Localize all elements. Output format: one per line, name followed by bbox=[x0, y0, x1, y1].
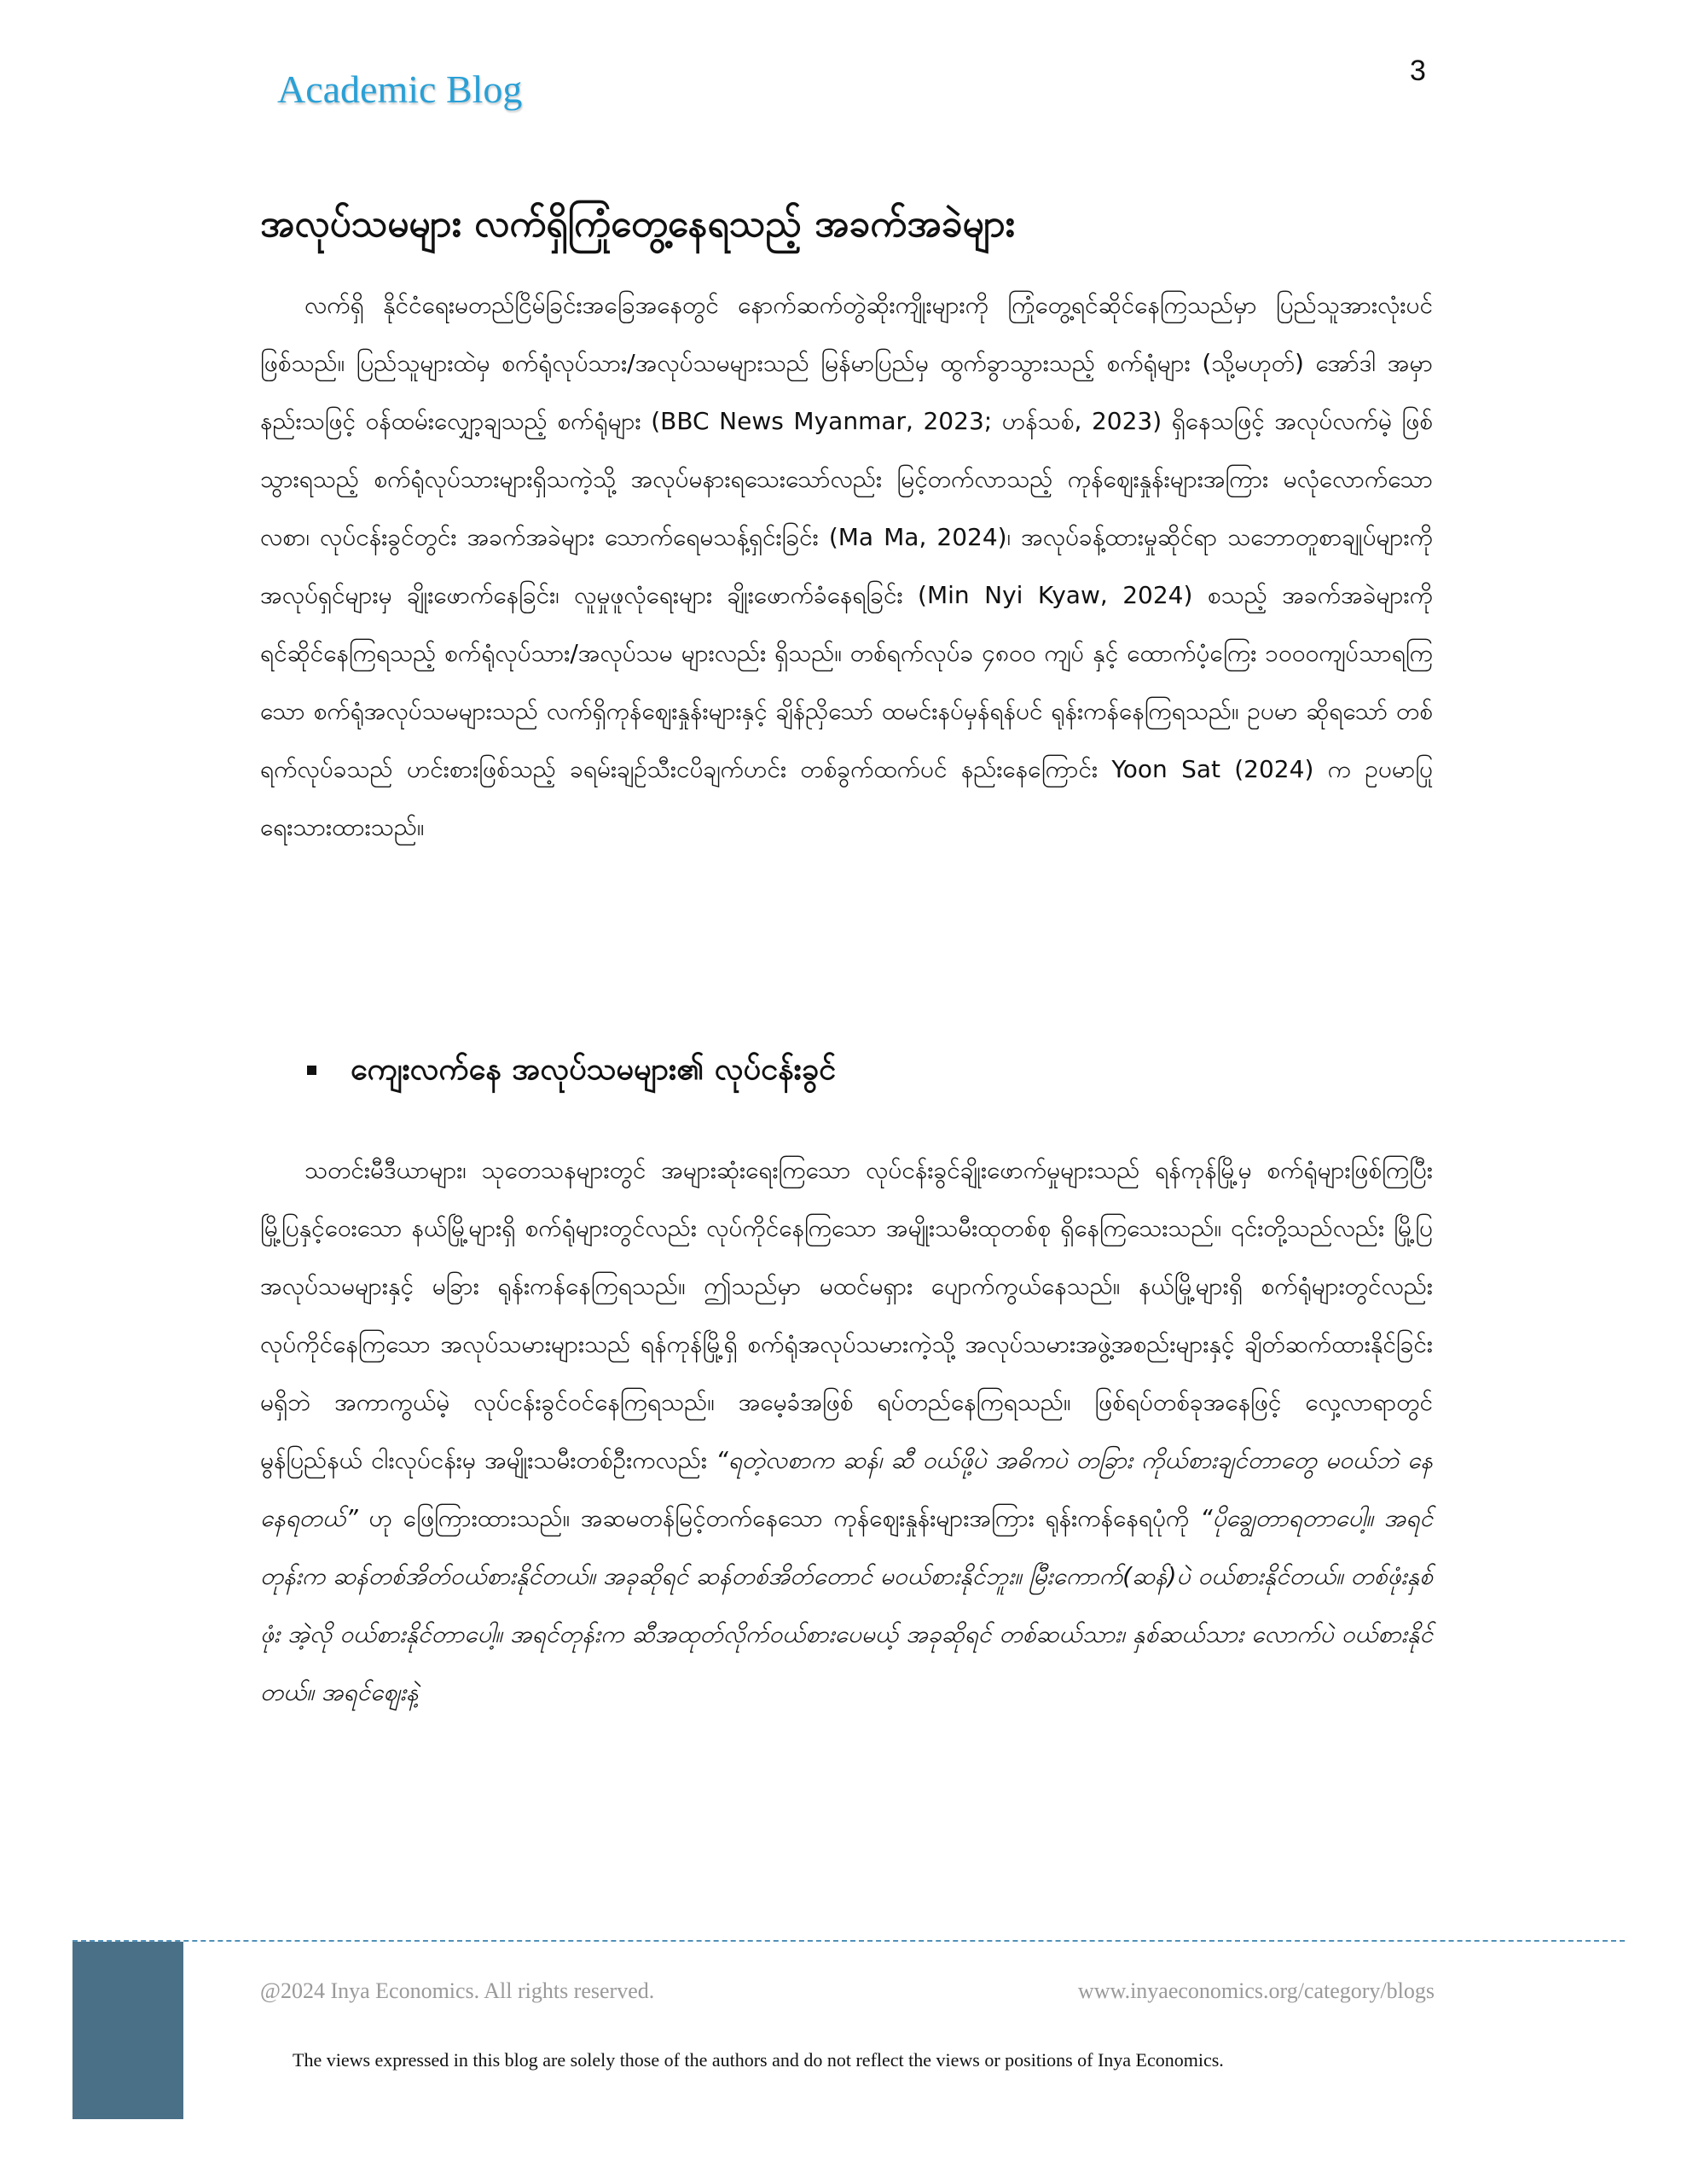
paragraph-text: သတင်းမီဒီယာများ၊ သုတေသနများတွင် အများဆုံးရေးကြသော လုပ်ငန်းခွင်ချိုးဖောက်မှုများသည် ရန်ကုန်မြို့မှ စက်ရုံများဖြစ်ကြပြီး မြို့ပြနှင့်ဝေးသော နယ်မြို့များရှိ စက်ရုံများတွင်လည်း လုပ်ကိုင်နေကြသော အမျိုးသမီးထုတစ်စု ရှိနေကြသေးသည်။ ၎င်းတို့သည်လည်း မြို့ပြအလုပ်သမများနှင့် မခြား ရုန်းကန်နေကြရသည်။ ဤသည်မှာ မထင်မရှား ပျောက်ကွယ်နေသည်။ နယ်မြို့များရှိ စက်ရုံများတွင်လည်း လုပ်ကိုင်နေကြသော အလုပ်သမားများသည် ရန်ကုန်မြို့ရှိ စက်ရုံအလုပ်သမားကဲ့သို့ အလုပ်သမားအဖွဲ့အစည်းများနှင့် ချိတ်ဆက်ထားနိုင်ခြင်းမရှိဘဲ အကာကွယ်မဲ့ လုပ်ငန်းခွင်ဝင်နေကြရသည်။ အမေ့ခံအဖြစ် ရပ်တည်နေကြရသည်။ ဖြစ်ရပ်တစ်ခုအနေဖြင့် လှေ့လာရာတွင် မွန်ပြည်နယ် ငါးလုပ်ငန်းမှ အမျိုးသမီးတစ်ဦးကလည်း bbox=[260, 1156, 1433, 1474]
paragraph-intro: လက်ရှိ နိုင်ငံရေးမတည်ငြိမ်ခြင်းအခြေအနေတွင် နောက်ဆက်တွဲဆိုးကျိုးများကို ကြုံတွေ့ရင်ဆိုင်နေကြသည်မှာ ပြည်သူအားလုံးပင်ဖြစ်သည်။ ပြည်သူများထဲမှ စက်ရုံလုပ်သား/အလုပ်သမများသည် မြန်မာပြည်မှ ထွက်ခွာသွားသည့် စက်ရုံများ (သို့မဟုတ်) အော်ဒါ အမှာနည်းသဖြင့် ဝန်ထမ်းလျှော့ချသည့် စက်ရုံများ (BBC News Myanmar, 2023; ဟန်သစ်, 2023) ရှိနေသဖြင့် အလုပ်လက်မဲ့ ဖြစ်သွားရသည့် စက်ရုံလုပ်သားများရှိသကဲ့သို့ အလုပ်မနားရသေးသော်လည်း မြင့်တက်လာသည့် ကုန်ဈေးနှုန်းများအကြား မလုံလောက်သောလစာ၊ လုပ်ငန်းခွင်တွင်း အခက်အခဲများ သောက်ရေမသန့်ရှင်းခြင်း (Ma Ma, 2024)၊ အလုပ်ခန့်ထားမှုဆိုင်ရာ သဘောတူစာချုပ်များကို အလုပ်ရှင်များမှ ချိုးဖောက်နေခြင်း၊ လူမှုဖူလုံရေးများ ချိုးဖောက်ခံနေရခြင်း (Min Nyi Kyaw, 2024) စသည့် အခက်အခဲများကို ရင်ဆိုင်နေကြရသည့် စက်ရုံလုပ်သား/အလုပ်သမ များလည်း ရှိသည်။ တစ်ရက်လုပ်ခ ၄၈၀၀ ကျပ် နှင့် ထောက်ပံ့ကြေး ၁၀၀၀ကျပ်သာရကြသော စက်ရုံအလုပ်သမများသည် လက်ရှိကုန်ဈေးနှုန်းများနှင့် ချိန်ညှိသော် ထမင်းနပ်မှန်ရန်ပင် ရုန်းကန်နေကြရသည်။ ဥပမာ ဆိုရသော် တစ်ရက်လုပ်ခသည် ဟင်းစားဖြစ်သည့် ခရမ်းချဉ်သီးငပိချက်ဟင်း တစ်ခွက်ထက်ပင် နည်းနေကြောင်း Yoon Sat (2024) က ဥပမာပြုရေးသားထားသည်။ bbox=[260, 291, 1433, 841]
section-heading: အလုပ်သမများ လက်ရှိကြုံတွေ့နေရသည့် အခက်အခဲများ bbox=[260, 202, 1015, 246]
footer-divider bbox=[72, 1940, 1625, 1942]
footer-color-block bbox=[72, 1942, 183, 2119]
quote-text: “ပိုချွေတာရတာပေါ့။ အရင်တုန်းက ဆန်တစ်အိတ်ဝယ်စားနိုင်တယ်။ အခုဆိုရင် ဆန်တစ်အိတ်တောင် မဝယ်စားနိုင်ဘူး။ မြီးကောက်(ဆန်)ပဲ ဝယ်စားနိုင်တယ်။ တစ်ဖုံးနှစ်ဖုံး အဲ့လို ဝယ်စားနိုင်တာပေါ့။ အရင်တုန်းက ဆီအထုတ်လိုက်ဝယ်စားပေမယ့် အခုဆိုရင် တစ်ဆယ်သား၊ နှစ်ဆယ်သား လောက်ပဲ ဝယ်စားနိုင်တယ်။ အရင်ဈေးနဲ့ bbox=[260, 1504, 1433, 1706]
paragraph-text: ဟု ဖြေကြားထားသည်။ အဆမတန်မြင့်တက်နေသော ကုန်ဈေးနှုန်းများအကြား ရုန်းကန်နေရပုံကို bbox=[357, 1504, 1201, 1532]
subsection-heading-text: ကျေးလက်နေ အလုပ်သမများ၏ လုပ်ငန်းခွင် bbox=[351, 1052, 837, 1087]
page-number: 3 bbox=[1410, 55, 1426, 87]
subsection-heading bbox=[307, 1044, 836, 1095]
blog-header-title: Academic Blog bbox=[277, 67, 523, 111]
footer-copyright: @2024 Inya Economics. All rights reserved. bbox=[260, 1978, 655, 2003]
quote-text: “ရတဲ့လစာက ဆန်၊ ဆီ ဝယ်ဖို့ပဲ အဓိကပဲ တခြား ကိုယ်စားချင်တာတွေ မဝယ်ဘဲ နေနေရတယ်” bbox=[260, 1446, 1433, 1532]
footer-url-link[interactable]: www.inyaeconomics.org/category/blogs bbox=[1077, 1978, 1435, 2003]
footer-disclaimer: The views expressed in this blog are solely those of the authors and do not reflect the views or positions of Inya Economics. bbox=[293, 2049, 1224, 2071]
bullet-square-icon bbox=[307, 1066, 316, 1075]
paragraph-rural-workers bbox=[260, 1141, 1433, 1722]
